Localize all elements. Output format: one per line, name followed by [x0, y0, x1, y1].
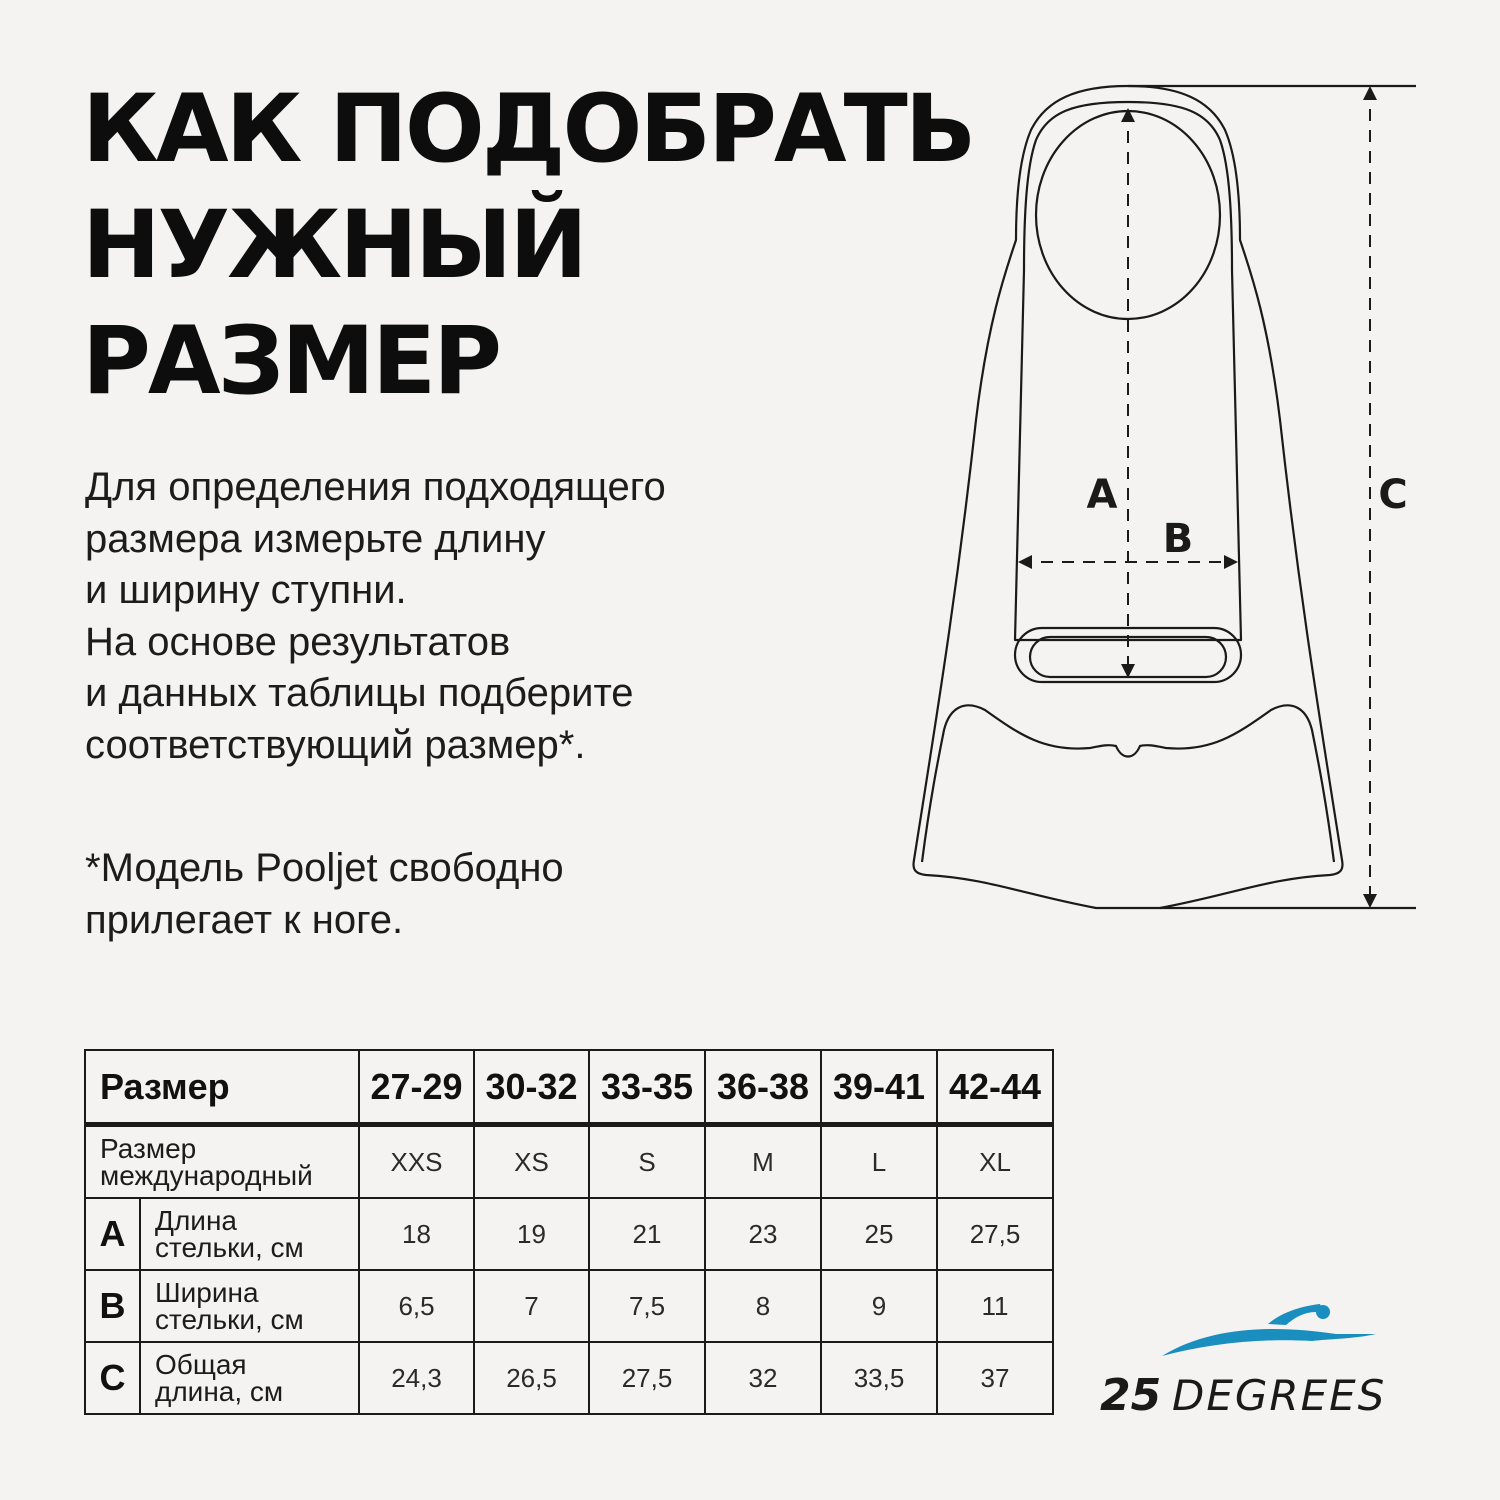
footnote-line: *Модель Pooljet свободно: [85, 846, 564, 890]
instructions-line: размера измерьте длину: [85, 516, 546, 561]
table-cell: 24,3: [359, 1342, 474, 1414]
table-cell: XXS: [359, 1125, 474, 1199]
brand-logo: [1098, 1298, 1428, 1428]
table-cell: 27,5: [937, 1198, 1053, 1270]
row-label-line: Длина: [155, 1205, 237, 1236]
instructions-line: На основе результатов: [85, 619, 511, 664]
table-row: [85, 1198, 1053, 1270]
row-description: [140, 1270, 359, 1342]
table-cell: 19: [474, 1198, 589, 1270]
label-c: C: [1378, 472, 1408, 518]
logo-number: 25: [1100, 1370, 1162, 1421]
row-description: [140, 1198, 359, 1270]
instructions-line: Для определения подходящего: [85, 465, 666, 509]
blade-contour: [922, 705, 1334, 862]
table-cell: 25: [821, 1198, 937, 1270]
row-label-line: Ширина: [155, 1277, 259, 1308]
table-cell: 37: [937, 1342, 1053, 1414]
table-cell: M: [705, 1125, 821, 1199]
table-cell: 23: [705, 1198, 821, 1270]
swimmer-arm-icon: [1268, 1304, 1321, 1325]
row-label-line: Общая: [155, 1349, 247, 1380]
table-cell: 7,5: [589, 1270, 705, 1342]
table-cell: XL: [937, 1125, 1053, 1199]
header-size-value: 30-32: [474, 1050, 589, 1125]
row-letter: B: [85, 1270, 140, 1342]
title-line-2: НУЖНЫЙ: [82, 191, 585, 300]
row-label-line: стельки, см: [155, 1304, 304, 1335]
label-b: B: [1162, 516, 1194, 562]
table-cell: 33,5: [821, 1342, 937, 1414]
size-chart-table: [84, 1049, 1054, 1415]
table-cell: 11: [937, 1270, 1053, 1342]
table-cell: 27,5: [589, 1342, 705, 1414]
instructions-line: и данных таблицы подберите: [85, 671, 634, 715]
table-cell: 9: [821, 1270, 937, 1342]
footnote-line: прилегает к ноге.: [85, 897, 404, 942]
table-cell: S: [589, 1125, 705, 1199]
table-cell: 7: [474, 1270, 589, 1342]
table-cell: 18: [359, 1198, 474, 1270]
table-cell: 21: [589, 1198, 705, 1270]
table-row: [85, 1270, 1053, 1342]
header-size-value: 42-44: [937, 1050, 1053, 1125]
header-size-value: 36-38: [705, 1050, 821, 1125]
row-label-line: международный: [100, 1160, 313, 1191]
row-description: [140, 1342, 359, 1414]
table-row: [85, 1125, 1053, 1199]
header-size-value: 39-41: [821, 1050, 937, 1125]
swimmer-icon: [1162, 1329, 1376, 1356]
row-label-line: Размер: [100, 1133, 197, 1164]
table-row: [85, 1342, 1053, 1414]
label-a: A: [1086, 472, 1118, 518]
header-size-value: 33-35: [589, 1050, 705, 1125]
intl-size-label: [85, 1125, 359, 1199]
table-cell: 6,5: [359, 1270, 474, 1342]
table-cell: L: [821, 1125, 937, 1199]
row-label-line: стельки, см: [155, 1232, 304, 1263]
header-size-label: Размер: [85, 1050, 359, 1125]
instructions-line: и ширину ступни.: [85, 568, 407, 612]
row-label-line: длина, см: [155, 1376, 284, 1407]
instructions-line: соответствующий размер*.: [85, 722, 586, 767]
header-size-value: 27-29: [359, 1050, 474, 1125]
table-header-row: [85, 1050, 1053, 1125]
title-line-3: РАЗМЕР: [82, 307, 500, 416]
row-letter: A: [85, 1198, 140, 1270]
table-cell: 32: [705, 1342, 821, 1414]
swimmer-head-icon: [1316, 1305, 1330, 1319]
table-cell: 26,5: [474, 1342, 589, 1414]
title-line-1: КАК ПОДОБРАТЬ: [82, 75, 974, 184]
table-cell: XS: [474, 1125, 589, 1199]
logo-word: DEGREES: [1172, 1371, 1387, 1420]
row-letter: C: [85, 1342, 140, 1414]
table-cell: 8: [705, 1270, 821, 1342]
